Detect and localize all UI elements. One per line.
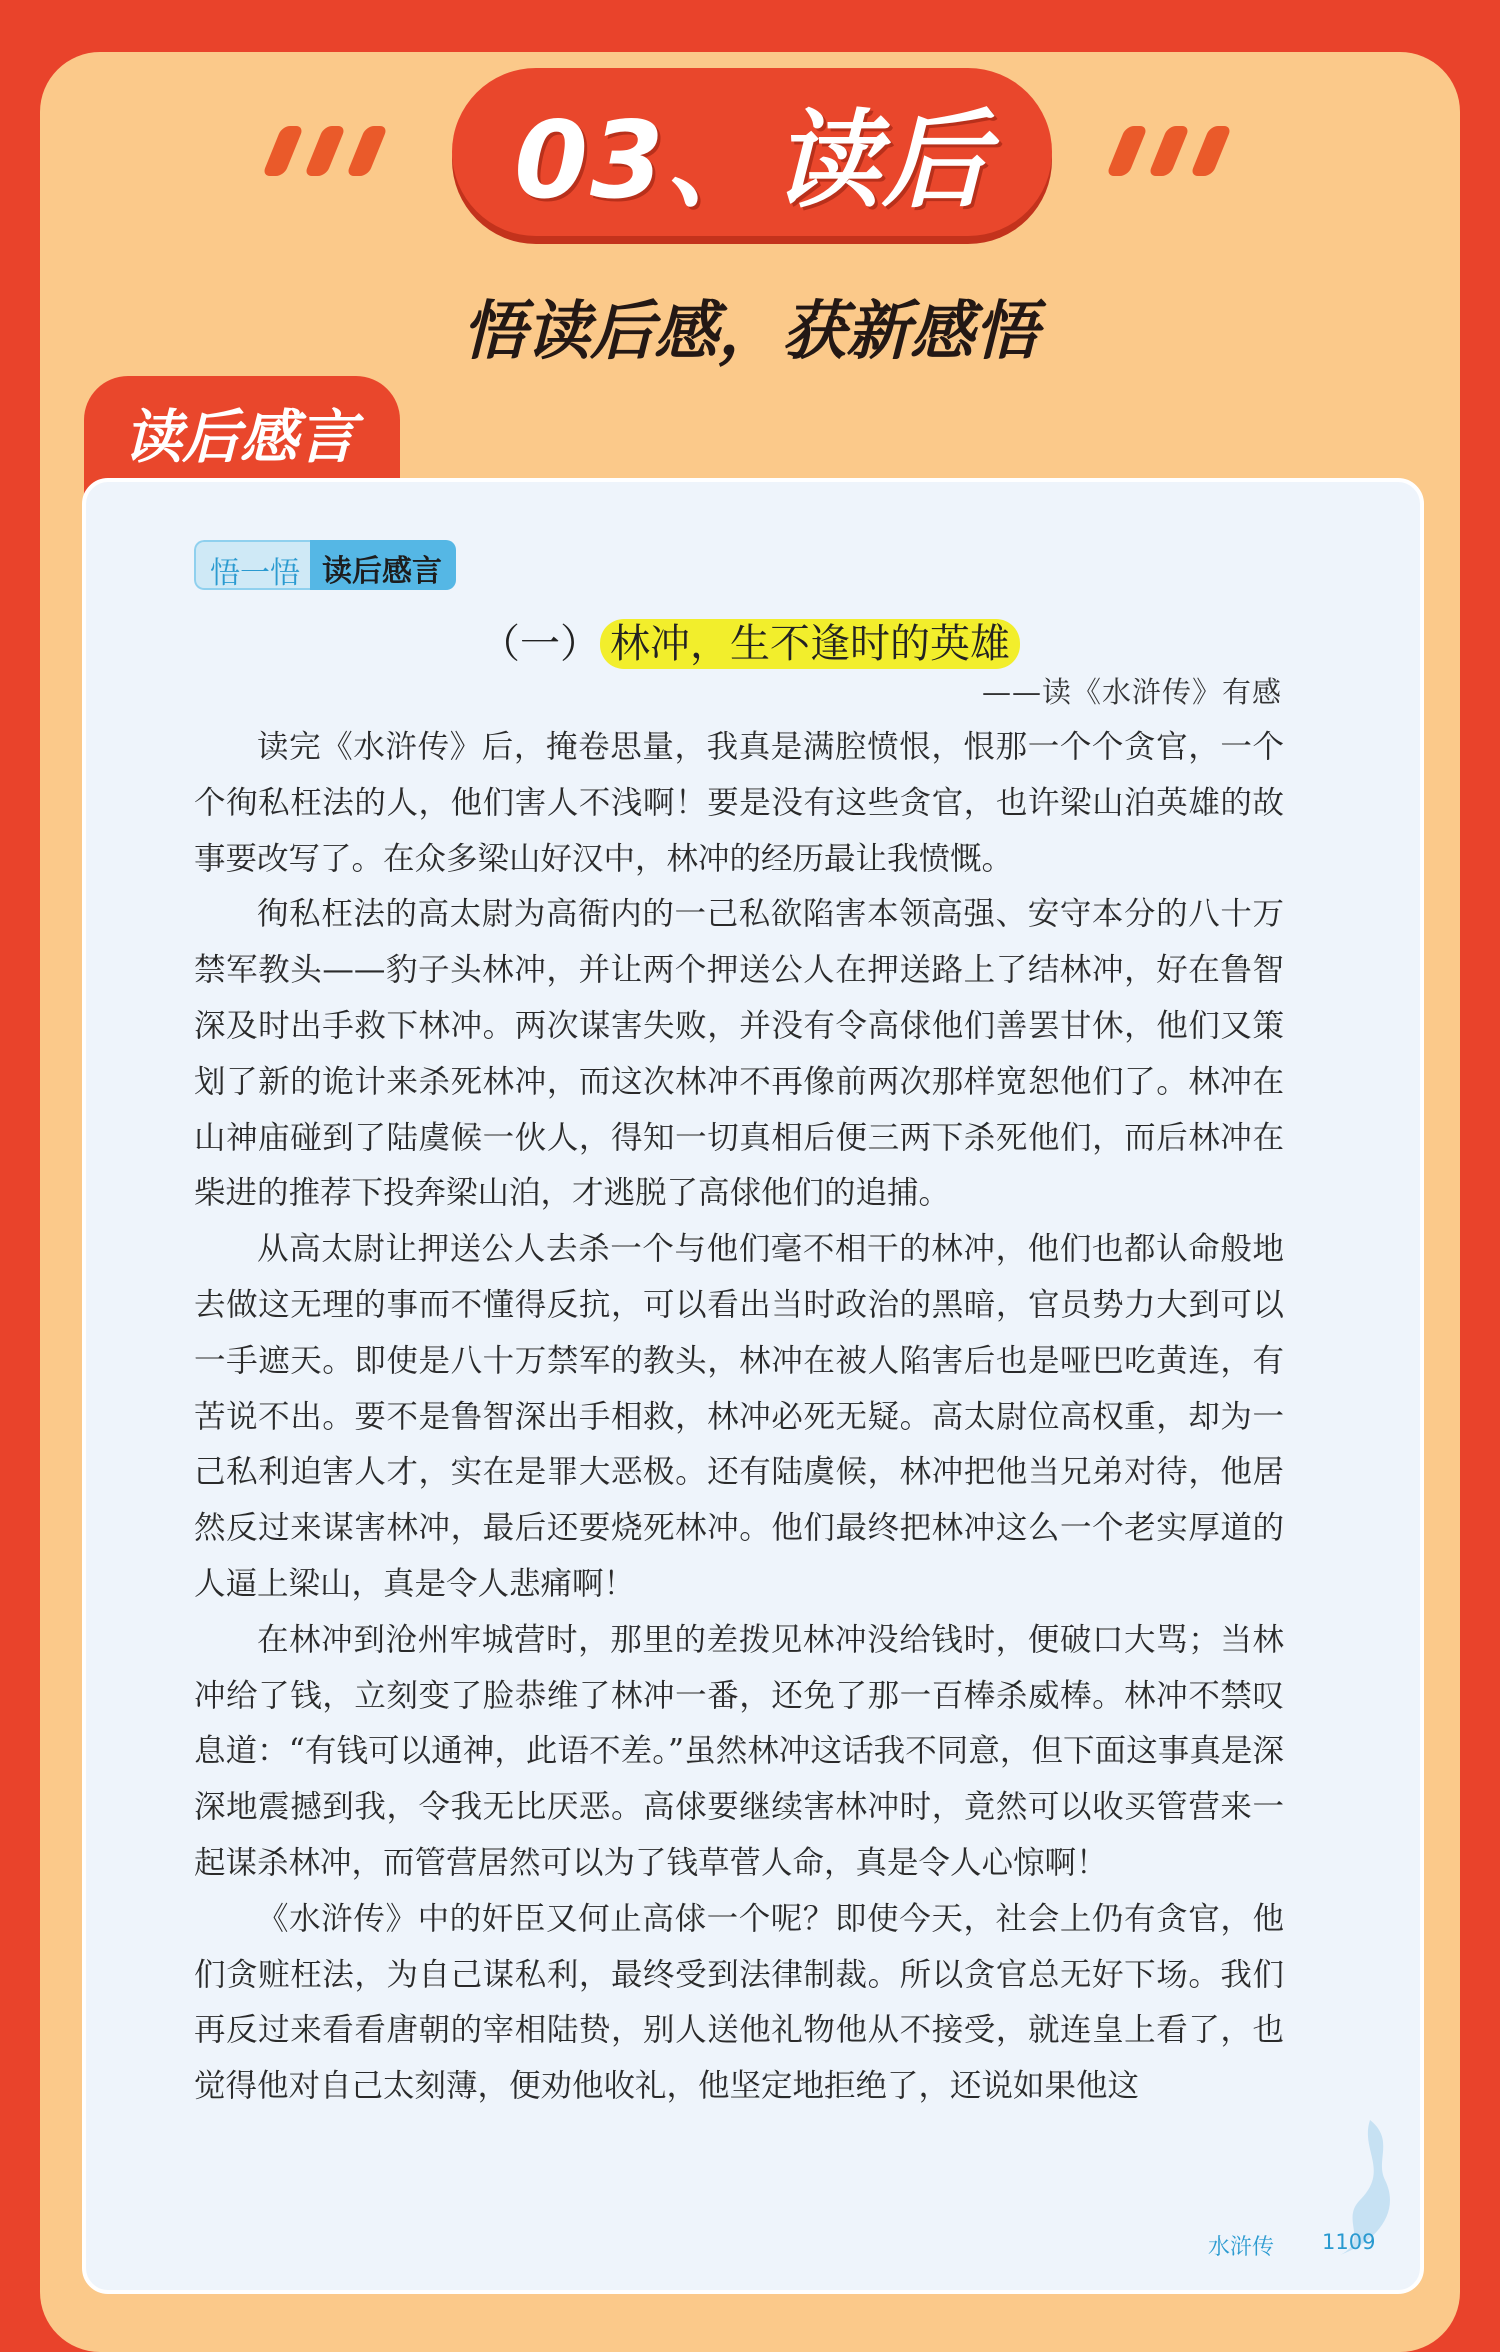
footer-book-name: 水浒传 [1208, 2235, 1275, 2260]
paragraph: 徇私枉法的高太尉为高衙内的一己私欲陷害本领高强、安守本分的八十万禁军教头——豹子头林冲，并让两个押送公人在押送路上了结林冲，好在鲁智深及时出手救下林冲。两次谋害失败，并没有令高俅他们善罢甘休，他们又策划了新的诡计来杀死林冲，而这次林冲不再像前两次那样宽恕他们了。林冲在山神庙碰到了陆虞候一伙人，得知一切真相后便三两下杀死他们，而后林冲在柴进的推荐下投奔梁山泊，才逃脱了高俅他们的追捕。 [194, 896, 1284, 1212]
article-body [194, 720, 1284, 2115]
badge-left-label: 悟一悟 [194, 540, 310, 590]
paragraph: 读完《水浒传》后，掩卷思量，我真是满腔愤恨，恨那一个个贪官，一个个徇私枉法的人，他们害人不浅啊！要是没有这些贪官，也许梁山泊英雄的故事要改写了。在众多梁山好汉中，林冲的经历最让我愤慨。 [194, 729, 1284, 877]
page-subtitle: 悟读后感，获新感悟 [462, 295, 1038, 369]
section-tab-label: 读后感言 [124, 403, 357, 471]
paragraph: 《水浒传》中的奸臣又何止高俅一个呢？即使今天，社会上仍有贪官，他们贪赃枉法，为自己谋私利，最终受到法律制裁。所以贪官总无好下场。我们再反过来看看唐朝的宰相陆贽，别人送他礼物他从不接受，就连皇上看了，也觉得他对自己太刻薄，便劝他收礼，他坚定地拒绝了，还说如果他这 [194, 1900, 1284, 2105]
section-badge [194, 540, 456, 590]
right-stripes-decoration [1106, 126, 1246, 176]
page-title: 03、读后 [514, 99, 990, 222]
paragraph: 从高太尉让押送公人去杀一个与他们毫不相干的林冲，他们也都认命般地去做这无理的事而不懂得反抗，可以看出当时政治的黑暗，官员势力大到可以一手遮天。即使是八十万禁军的教头，林冲在被人陷害后也是哑巴吃黄连，有苦说不出。要不是鲁智深出手相救，林冲必死无疑。高太尉位高权重，却为一己私利迫害人才，实在是罪大恶极。还有陆虞候，林冲把他当兄弟对待，他居然反过来谋害林冲，最后还要烧死林冲。他们最终把林冲这么一个老实厚道的人逼上梁山，真是令人悲痛啊！ [194, 1231, 1284, 1602]
article-title [0, 612, 1500, 669]
badge-right-label: 读后感言 [310, 540, 456, 590]
article-title-highlight: 林冲，生不逢时的英雄 [600, 619, 1020, 669]
paragraph: 在林冲到沧州牢城营时，那里的差拨见林冲没给钱时，便破口大骂；当林冲给了钱，立刻变了脸恭维了林冲一番，还免了那一百棒杀威棒。林冲不禁叹息道：“有钱可以通神，此语不差。”虽然林冲这话我不同意，但下面这事真是深深地震撼到我，令我无比厌恶。高俅要继续害林冲时，竟然可以收买管营来一起谋杀林冲，而管营居然可以为了钱草菅人命，真是令人心惊啊！ [194, 1621, 1284, 1881]
footer-page-number: 1109 [1322, 2230, 1376, 2254]
header-banner [452, 68, 1052, 236]
article-byline: ——读《水浒传》有感 [981, 675, 1282, 709]
article-title-prefix: （一） [480, 621, 600, 667]
left-stripes-decoration [262, 126, 402, 176]
